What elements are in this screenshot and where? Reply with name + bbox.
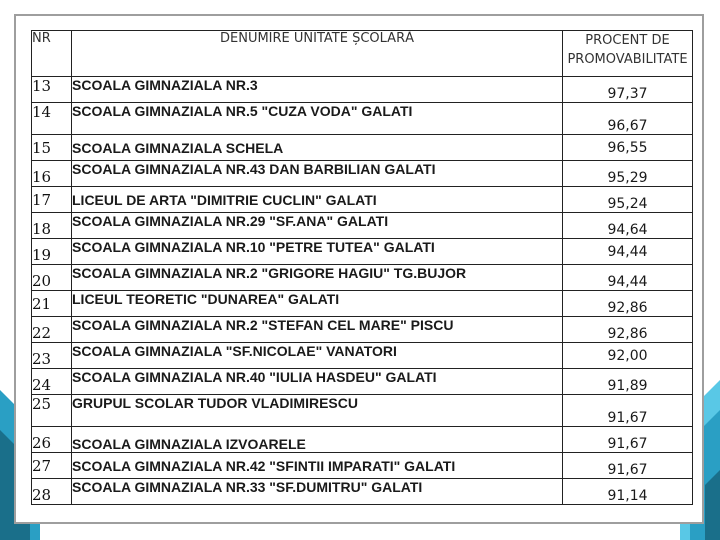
table-header-row	[32, 31, 693, 77]
school-name: SCOALA GIMNAZIALA "SF.NICOLAE" VANATORI	[72, 343, 563, 369]
row-number: 23	[32, 343, 72, 369]
promovability-percent: 96,55	[563, 135, 693, 161]
table-row	[32, 291, 693, 317]
school-name: SCOALA GIMNAZIALA SCHELA	[72, 135, 563, 161]
promovability-percent: 94,44	[563, 265, 693, 291]
school-name: SCOALA GIMNAZIALA NR.29 "SF.ANA" GALATI	[72, 213, 563, 239]
row-number: 24	[32, 369, 72, 395]
table-row	[32, 427, 693, 453]
header-nr: NR	[32, 31, 72, 77]
promovability-table	[31, 30, 693, 505]
school-name: LICEUL TEORETIC "DUNAREA" GALATI	[72, 291, 563, 317]
promovability-percent: 94,64	[563, 213, 693, 239]
school-name: SCOALA GIMNAZIALA NR.42 "SFINTII IMPARATI" GALATI	[72, 453, 563, 479]
school-name: SCOALA GIMNAZIALA NR.3	[72, 77, 563, 103]
row-number: 20	[32, 265, 72, 291]
school-name: LICEUL DE ARTA "DIMITRIE CUCLIN" GALATI	[72, 187, 563, 213]
table-row	[32, 453, 693, 479]
promovability-percent: 95,29	[563, 161, 693, 187]
row-number: 14	[32, 103, 72, 135]
table-row	[32, 317, 693, 343]
school-name: SCOALA GIMNAZIALA NR.43 DAN BARBILIAN GALATI	[72, 161, 563, 187]
table-row	[32, 135, 693, 161]
row-number: 22	[32, 317, 72, 343]
table-row	[32, 77, 693, 103]
table-row	[32, 161, 693, 187]
promovability-percent: 96,67	[563, 103, 693, 135]
header-percent	[563, 31, 693, 77]
table-row	[32, 187, 693, 213]
promovability-percent: 91,89	[563, 369, 693, 395]
row-number: 18	[32, 213, 72, 239]
row-number: 28	[32, 479, 72, 505]
promovability-percent: 95,24	[563, 187, 693, 213]
header-percent-line1: PROCENT DE	[585, 33, 670, 48]
promovability-percent: 91,67	[563, 453, 693, 479]
school-name: SCOALA GIMNAZIALA NR.40 "IULIA HASDEU" GALATI	[72, 369, 563, 395]
row-number: 27	[32, 453, 72, 479]
promovability-percent: 92,00	[563, 343, 693, 369]
row-number: 21	[32, 291, 72, 317]
header-school-name: DENUMIRE UNITATE ȘCOLARĂ	[72, 31, 563, 77]
row-number: 17	[32, 187, 72, 213]
school-name: SCOALA GIMNAZIALA NR.5 "CUZA VODA" GALATI	[72, 103, 563, 135]
school-name: GRUPUL SCOLAR TUDOR VLADIMIRESCU	[72, 395, 563, 427]
promovability-percent: 91,67	[563, 427, 693, 453]
row-number: 15	[32, 135, 72, 161]
table-row	[32, 239, 693, 265]
table-row	[32, 265, 693, 291]
row-number: 26	[32, 427, 72, 453]
promovability-percent: 91,14	[563, 479, 693, 505]
row-number: 16	[32, 161, 72, 187]
promovability-percent: 92,86	[563, 291, 693, 317]
table-row	[32, 213, 693, 239]
row-number: 25	[32, 395, 72, 427]
school-name: SCOALA GIMNAZIALA NR.2 "STEFAN CEL MARE" PISCU	[72, 317, 563, 343]
school-name: SCOALA GIMNAZIALA NR.33 "SF.DUMITRU" GALATI	[72, 479, 563, 505]
school-name: SCOALA GIMNAZIALA NR.10 "PETRE TUTEA" GALATI	[72, 239, 563, 265]
row-number: 19	[32, 239, 72, 265]
table-row	[32, 479, 693, 505]
table-row	[32, 369, 693, 395]
row-number: 13	[32, 77, 72, 103]
table-row	[32, 395, 693, 427]
promovability-percent: 97,37	[563, 77, 693, 103]
school-name: SCOALA GIMNAZIALA IZVOARELE	[72, 427, 563, 453]
school-name: SCOALA GIMNAZIALA NR.2 "GRIGORE HAGIU" TG.BUJOR	[72, 265, 563, 291]
table-row	[32, 343, 693, 369]
table-body	[32, 77, 693, 505]
header-percent-line2: PROMOVABILITATE	[567, 52, 688, 67]
promovability-percent: 92,86	[563, 317, 693, 343]
promovability-percent: 94,44	[563, 239, 693, 265]
promovability-percent: 91,67	[563, 395, 693, 427]
table-row	[32, 103, 693, 135]
